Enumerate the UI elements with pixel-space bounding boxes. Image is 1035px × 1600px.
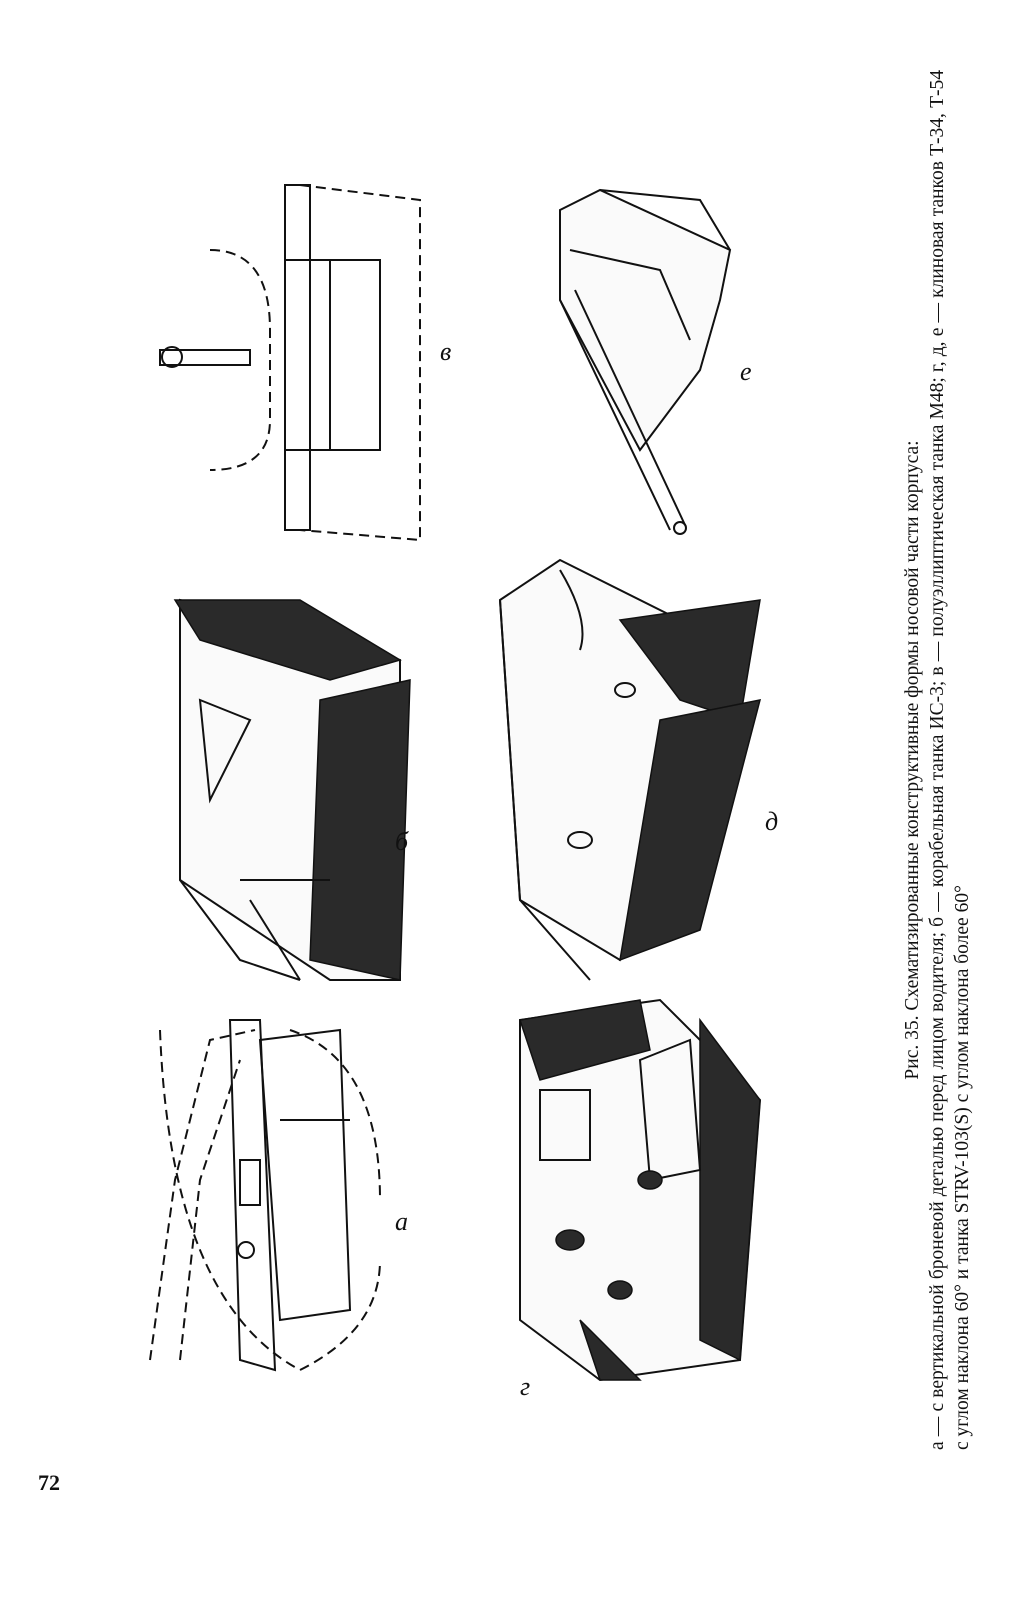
figure-v-label: в	[440, 337, 452, 366]
figure-caption-body: а — с вертикальной броневой деталью перед лицом водителя; б — корабельная танка ИС-3; в — полуэллиптическая танка М48; г, д, е — клиновая танков Т-34, Т-54 с углом наклона 60° и танка STRV-103(S) с углом наклона более 60°	[927, 70, 973, 1450]
figure-b-label: б	[395, 827, 409, 856]
figure-v-drawing	[160, 185, 420, 540]
figure-b-drawing	[175, 600, 410, 980]
figure-g-label: г	[520, 1372, 531, 1401]
page-number: 72	[38, 1470, 60, 1495]
figure-a-drawing	[150, 1020, 380, 1370]
figure-g-drawing	[520, 1000, 760, 1380]
figure-e-drawing	[560, 190, 730, 534]
figure-a-label: а	[395, 1207, 408, 1236]
figure-e-label: е	[740, 357, 752, 386]
figure-d-label: д	[765, 807, 779, 836]
figure-d-drawing	[500, 560, 760, 980]
figure-caption-title: Рис. 35. Схематизированные конструктивные формы носовой части корпуса:	[902, 440, 923, 1080]
